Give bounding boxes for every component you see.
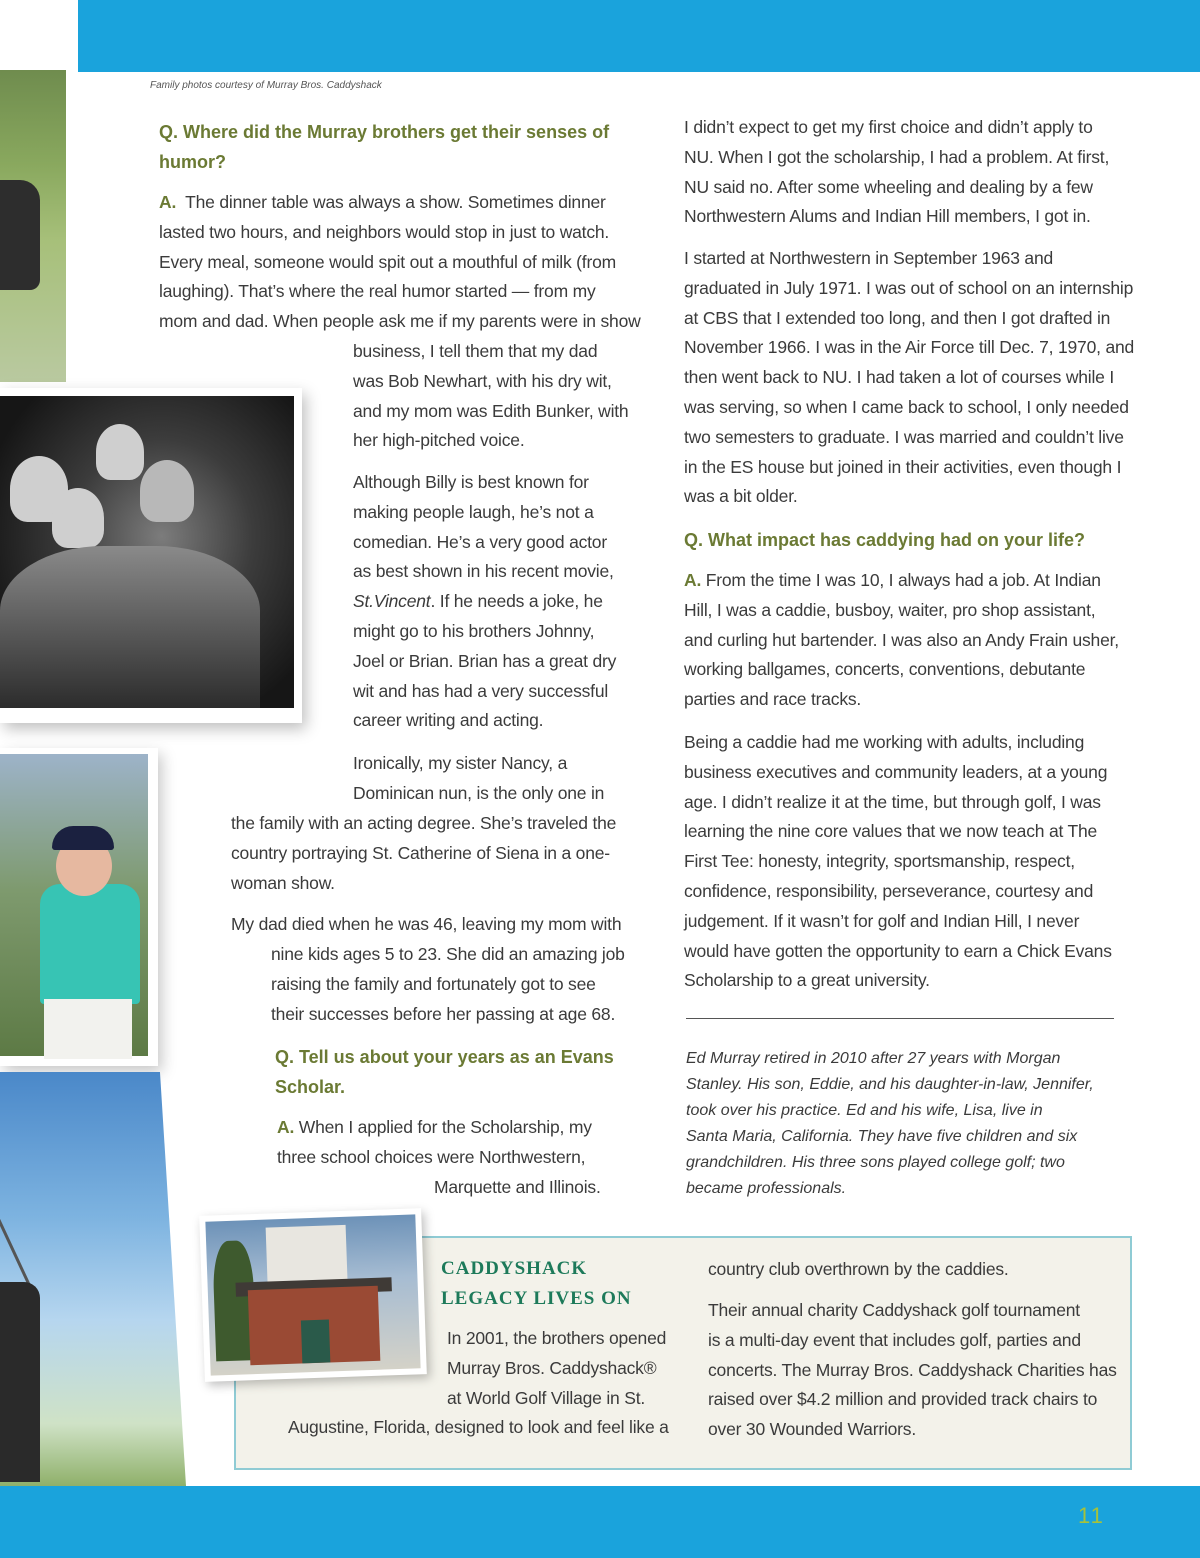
paragraph-nancy-bottom: the family with an acting degree. She’s traveled the country portraying St. Catherine of Siena in a one- woman show.	[231, 813, 617, 893]
sidebar-left-last: Augustine, Florida, designed to look and feel like a	[288, 1417, 669, 1437]
sidebar-right-text: Their annual charity Caddyshack golf tournament is a multi-day event that includes golf, parties and concerts. The Murray Bros. Caddyshack Charities has raised over $4.2 million and provided track chairs to over 30 Wounded Warriors.	[708, 1300, 1117, 1440]
sidebar-right-first: country club overthrown by the caddies.	[708, 1259, 1009, 1279]
bio-divider	[686, 1018, 1114, 1019]
golfer-photo-top	[0, 70, 66, 382]
answer-1-bottom: business, I tell them that my dad was Bob Newhart, with his dry wit, and my mom was Edith Bunker, with her high-pitched voice.	[353, 341, 629, 451]
caddyshack-restaurant-photo	[199, 1208, 427, 1382]
paragraph-northwestern: I started at Northwestern in September 1963 and graduated in July 1971. I was out of school on an internship at CBS that I extended too long, and then I got drafted in November 1966. I was in the Air Force till Dec. 7, 1970, and then went back to NU. I had taken a lot of courses while I was serving, so when I came back to school, I only needed two semesters to graduate. I was married and couldn’t live in the ES house but joined in their activities, even though I was a bit older.	[684, 248, 1135, 507]
paragraph-caddie-values: Being a caddie had me working with adults, including business executives and community leaders, at a young age. I didn’t realize it at the time, but through golf, I was learning the nine core values that we now teach at The First Tee: honesty, integrity, sportsmanship, respect, confidence, responsibility, perseverance, courtesy and judgement. If it wasn’t for golf and Indian Hill, I never would have gotten the opportunity to earn a Chick Evans Scholarship to a great university.	[684, 732, 1112, 991]
page-number: 11	[1078, 1503, 1105, 1528]
paragraph-dad-rest: nine kids ages 5 to 23. She did an amazing job raising the family and fortunately got to see their successes before her passing at age 68.	[271, 944, 625, 1024]
photo-credit: Family photos courtesy of Murray Bros. Caddyshack	[150, 80, 382, 91]
golf-course-photo	[0, 748, 158, 1066]
answer-2-top: A. When I applied for the Scholarship, my three school choices were Northwestern,	[277, 1117, 592, 1167]
question-3: Q. What impact has caddying had on your life?	[684, 530, 1086, 550]
paragraph-nu: I didn’t expect to get my first choice and didn’t apply to NU. When I got the scholarship, I had a problem. At first, NU said no. After some wheeling and dealing by a few Northwestern Alums and Indian Hill members, I got in.	[684, 117, 1110, 227]
answer-1-top: A. The dinner table was always a show. Sometimes dinner lasted two hours, and neighbors would stop in just to watch. Every meal, someone would spit out a mouthful of milk (from laughing). That’s where the real humor started — from my mom and dad. When people ask me if my parents were in show	[159, 192, 641, 332]
question-2: Q. Tell us about your years as an Evans Scholar.	[275, 1047, 614, 1097]
brothers-photo	[0, 388, 302, 723]
answer-3: A. From the time I was 10, I always had a job. At Indian Hill, I was a caddie, busboy, waiter, pro shop assistant, and curling hut bartender. I was also an Andy Frain usher, working ballgames, concerts, conventions, debutante parties and race tracks.	[684, 570, 1119, 710]
sidebar-title: CADDYSHACK LEGACY LIVES ON	[441, 1258, 632, 1309]
swinging-golfer-photo	[0, 1072, 186, 1486]
question-1: Q. Where did the Murray brothers get their senses of humor?	[159, 122, 610, 172]
bottom-color-band	[0, 1486, 1200, 1558]
author-bio: Ed Murray retired in 2010 after 27 years with Morgan Stanley. His son, Eddie, and his daughter-in-law, Jennifer, took over his practice. Ed and his wife, Lisa, live in Santa Maria, California. They have five children and six grandchildren. His three sons played college golf; two became professionals.	[686, 1050, 1094, 1197]
answer-2-bottom: Marquette and Illinois.	[434, 1177, 601, 1197]
paragraph-billy: Although Billy is best known for making people laugh, he’s not a comedian. He’s a very good actor as best shown in his recent movie, St.Vincent. If he needs a joke, he might go to his brothers Johnny, Joel or Brian. Brian has a great dry wit and has had a very successful career writing and acting.	[353, 472, 617, 731]
top-color-band	[78, 0, 1200, 72]
paragraph-nancy-top: Ironically, my sister Nancy, a Dominican nun, is the only one in	[353, 753, 605, 803]
sidebar-left-text: In 2001, the brothers opened Murray Bros. Caddyshack® at World Golf Village in St.	[447, 1328, 667, 1408]
paragraph-dad-first: My dad died when he was 46, leaving my mom with	[231, 914, 622, 934]
